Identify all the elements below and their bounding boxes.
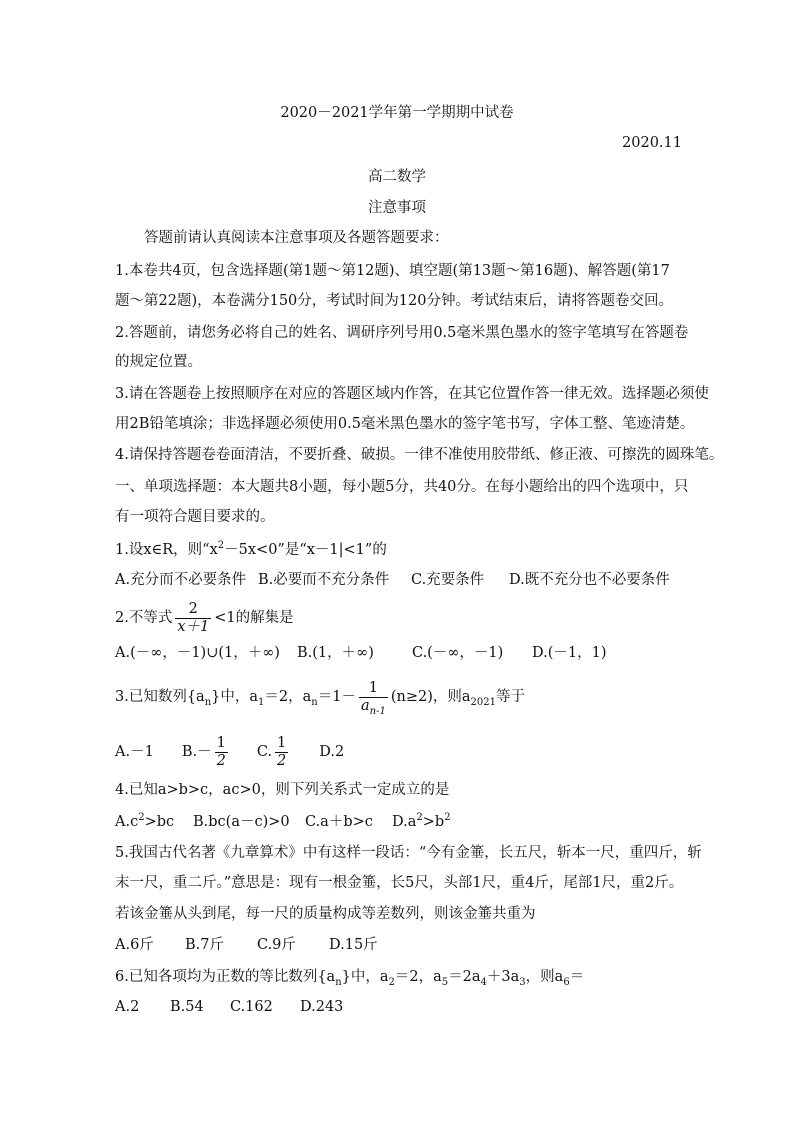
section-1-heading-line-1: 一、单项选择题：本大题共8小题，每小题5分，共40分。在每小题给出的四个选项中，只 xyxy=(115,479,689,495)
q4-option-b: B.bc(a－c)>0 xyxy=(193,814,290,830)
q3-option-b: B.－ $\frac{1}{2}$ xyxy=(181,734,226,769)
notice-item-1-line-1: 1.本卷共4页，包含选择题(第1题～第12题)、填空题(第13题～第16题)、解答题(第17 xyxy=(115,263,670,279)
question-5-line-3: 若该金箠从头到尾，每一尺的质量构成等差数列，则该金箠共重为 xyxy=(115,906,536,922)
q2-option-b: B.(1，＋∞) xyxy=(297,645,374,661)
question-1-stem: 1.设x∈R，则“$x^2-5x<0$”是“x－1|<1”的 xyxy=(115,540,387,558)
exam-date: 2020.11 xyxy=(622,135,682,151)
question-2-stem: 2.不等式 $\frac{2}{x+1}$ <1的解集是 xyxy=(115,600,294,635)
q6-option-d: D.243 xyxy=(300,999,344,1015)
question-5-line-2: 末一尺，重二斤。”意思是：现有一根金箠，长5尺，头部1尺，重4斤，尾部1尺，重2斤。 xyxy=(115,875,684,891)
notice-item-1-line-2: 题～第22题)，本卷满分150分，考试时间为120分钟。考试结束后，请将答题卷交回。 xyxy=(115,293,673,309)
q4-option-c: C.a＋b>c xyxy=(305,814,373,830)
question-4-options xyxy=(115,812,451,832)
question-3-stem: 3.已知数列$\{a_n\}$中，$a_1=2$，$a_n=1-$ $\frac{1}{a_{n-1}}$ (n≥2)，则$a_{2021}$等于 xyxy=(115,679,525,717)
q5-option-d: D.15斤 xyxy=(329,937,378,953)
question-2-options xyxy=(115,643,606,663)
notice-item-4: 4.请保持答题卷卷面清洁，不要折叠、破损。一律不准使用胶带纸、修正液、可擦洗的圆珠笔。 xyxy=(115,447,724,463)
q5-option-a: A.6斤 xyxy=(115,937,154,953)
q5-option-c: C.9斤 xyxy=(257,937,296,953)
q4-option-d: $D.a^2>b^2$ xyxy=(392,812,451,830)
question-6-stem: 6.已知各项均为正数的等比数列$\{a_n\}$中，$a_2=2$，$a_5=2a_4+3a_3$，则$a_6=$ xyxy=(115,969,585,988)
question-5-options xyxy=(115,935,378,955)
notice-item-3-line-2: 用2B铅笔填涂；非选择题必须使用0.5毫米黑色墨水的签字笔书写，字体工整、笔迹清楚。 xyxy=(115,416,695,432)
q6-option-c: C.162 xyxy=(230,999,273,1015)
q6-option-b: B.54 xyxy=(170,999,204,1015)
notice-item-2-line-2: 的规定位置。 xyxy=(115,354,202,370)
q5-option-b: B.7斤 xyxy=(185,937,224,953)
q2-option-d: D.(－1，1) xyxy=(532,645,607,661)
q3-fraction: $\frac{1}{a_{n-1}}$ xyxy=(360,679,386,717)
subject-title: 高二数学 xyxy=(368,169,426,185)
notice-item-3-line-1: 3.请在答题卷上按照顺序在对应的答题区域内作答，在其它位置作答一律无效。选择题必须使 xyxy=(115,386,709,402)
q1-option-a: A.充分而不必要条件 xyxy=(115,572,247,588)
q1-option-c: C.充要条件 xyxy=(411,572,485,588)
section-1-heading-line-2: 有一项符合题目要求的。 xyxy=(115,509,275,525)
q2-fraction: $\frac{2}{x+1}$ xyxy=(177,600,210,635)
notice-intro: 答题前请认真阅读本注意事项及各题答题要求： xyxy=(144,230,449,246)
question-5-line-1: 5.我国古代名著《九章算术》中有这样一段话：“今有金箠，长五尺，斩本一尺，重四斤，斩 xyxy=(115,845,702,861)
question-6-options xyxy=(115,997,343,1017)
q3-option-c: C. $\frac{1}{2}$ xyxy=(256,734,287,769)
q2-option-c: C.(－∞，－1) xyxy=(412,645,504,661)
notice-item-2-line-1: 2.答题前，请您务必将自己的姓名、调研序列号用0.5毫米黑色墨水的签字笔填写在答题卷 xyxy=(115,325,689,341)
notice-title: 注意事项 xyxy=(368,200,426,216)
q1-option-d: D.既不充分也不必要条件 xyxy=(509,572,670,588)
exam-title: 2020－2021学年第一学期期中试卷 xyxy=(280,105,514,121)
q3-option-d: D.2 xyxy=(319,744,345,760)
q1-option-b: B.必要而不充分条件 xyxy=(258,572,390,588)
watermark xyxy=(683,760,773,782)
q2-option-a: A.(－∞，－1)∪(1，＋∞) xyxy=(115,645,280,661)
question-4-stem: 4.已知a>b>c，ac>0，则下列关系式一定成立的是 xyxy=(115,782,450,798)
q6-option-a: A.2 xyxy=(115,999,140,1015)
question-1-options xyxy=(115,570,670,590)
question-3-options xyxy=(115,732,344,772)
q4-option-a: $A.c^2>bc$ xyxy=(115,812,175,830)
q3-option-a: A.－1 xyxy=(115,744,154,760)
